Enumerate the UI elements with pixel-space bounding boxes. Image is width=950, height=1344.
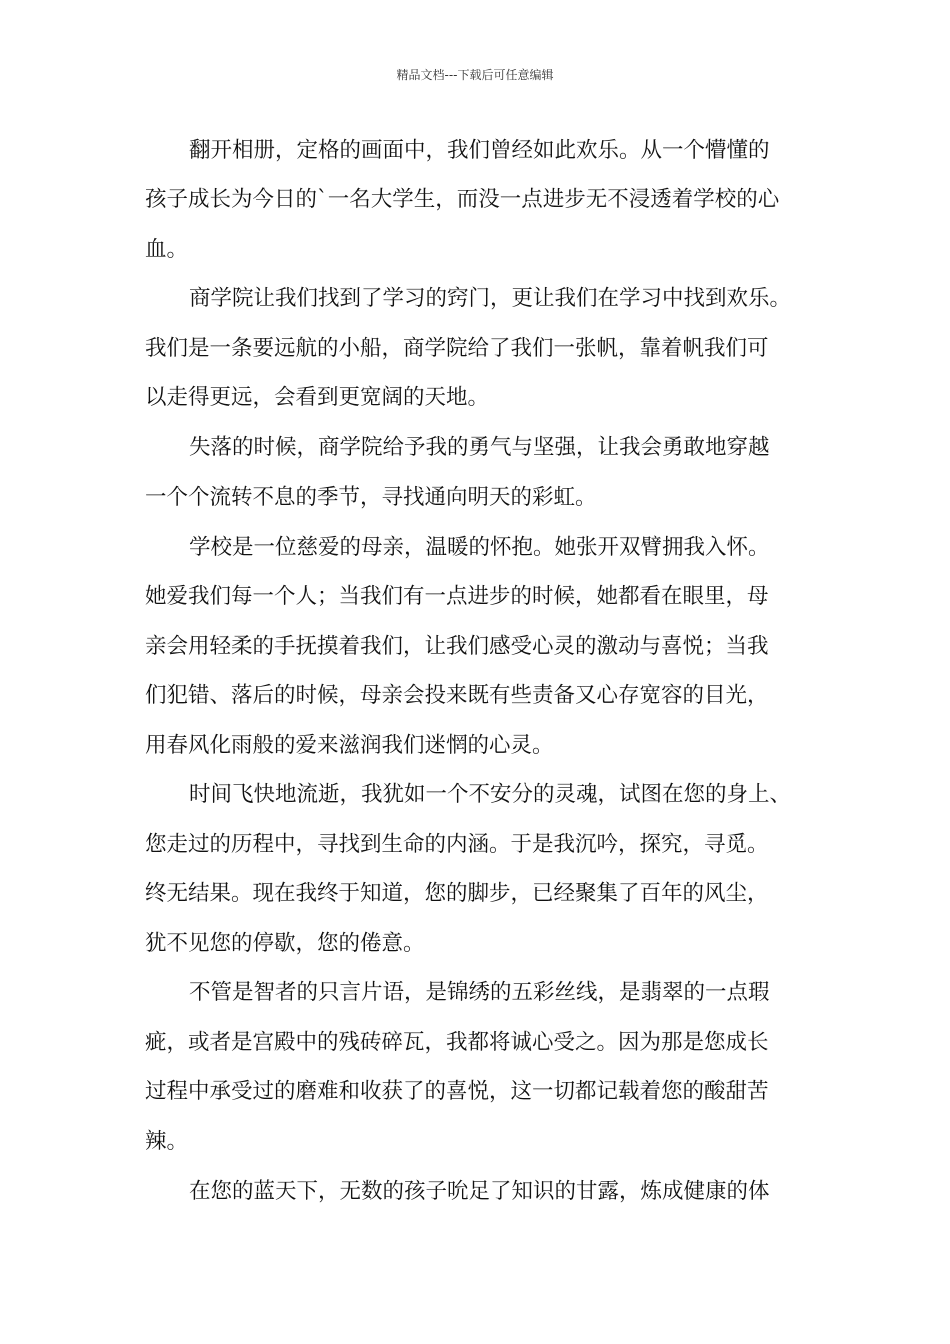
text-line: 商学院让我们找到了学习的窍门，更让我们在学习中找到欢乐。: [189, 286, 792, 311]
text-line: 亲会用轻柔的手抚摸着我们，让我们感受心灵的激动与喜悦；当我: [145, 634, 769, 659]
text-line: 犹不见您的停歇，您的倦意。: [145, 931, 425, 956]
text-line: 以走得更远，会看到更宽阔的天地。: [145, 385, 490, 410]
text-line: 用春风化雨般的爱来滋润我们迷惘的心灵。: [145, 733, 554, 758]
text-line: 终无结果。现在我终于知道，您的脚步，已经聚集了百年的风尘，: [145, 881, 769, 906]
page-header: 精品文档---下载后可任意编辑: [396, 68, 554, 82]
text-line: 辣。: [145, 1129, 189, 1154]
text-line: 们犯错、落后的时候，母亲会投来既有些责备又心存宽容的目光，: [145, 683, 769, 708]
text-line: 不管是智者的只言片语，是锦绣的五彩丝线，是翡翠的一点瑕: [189, 980, 770, 1005]
text-line: 您走过的历程中，寻找到生命的内涵。于是我沉吟，探究，寻觅。: [145, 832, 769, 857]
text-line: 她爱我们每一个人；当我们有一点进步的时候，她都看在眼里，母: [145, 584, 769, 609]
text-line: 在您的蓝天下，无数的孩子吮足了知识的甘露，炼成健康的体: [189, 1179, 770, 1204]
text-line: 血。: [145, 237, 189, 262]
text-line: 我们是一条要远航的小船，商学院给了我们一张帆，靠着帆我们可: [145, 336, 769, 361]
text-line: 翻开相册，定格的画面中，我们曾经如此欢乐。从一个懵懂的: [189, 138, 770, 163]
text-line: 失落的时候，商学院给予我的勇气与坚强，让我会勇敢地穿越: [189, 435, 770, 460]
text-line: 孩子成长为今日的`一名大学生，而没一点进步无不浸透着学校的心: [145, 187, 780, 212]
text-line: 学校是一位慈爱的母亲，温暖的怀抱。她张开双臂拥我入怀。: [189, 535, 770, 560]
text-line: 一个个流转不息的季节，寻找通向明天的彩虹。: [145, 485, 597, 510]
text-line: 时间飞快地流逝，我犹如一个不安分的灵魂，试图在您的身上、: [189, 782, 792, 807]
text-line: 疵，或者是宫殿中的残砖碎瓦，我都将诚心受之。因为那是您成长: [145, 1030, 769, 1055]
text-line: 过程中承受过的磨难和收获了的喜悦，这一切都记载着您的酸甜苦: [145, 1079, 769, 1104]
